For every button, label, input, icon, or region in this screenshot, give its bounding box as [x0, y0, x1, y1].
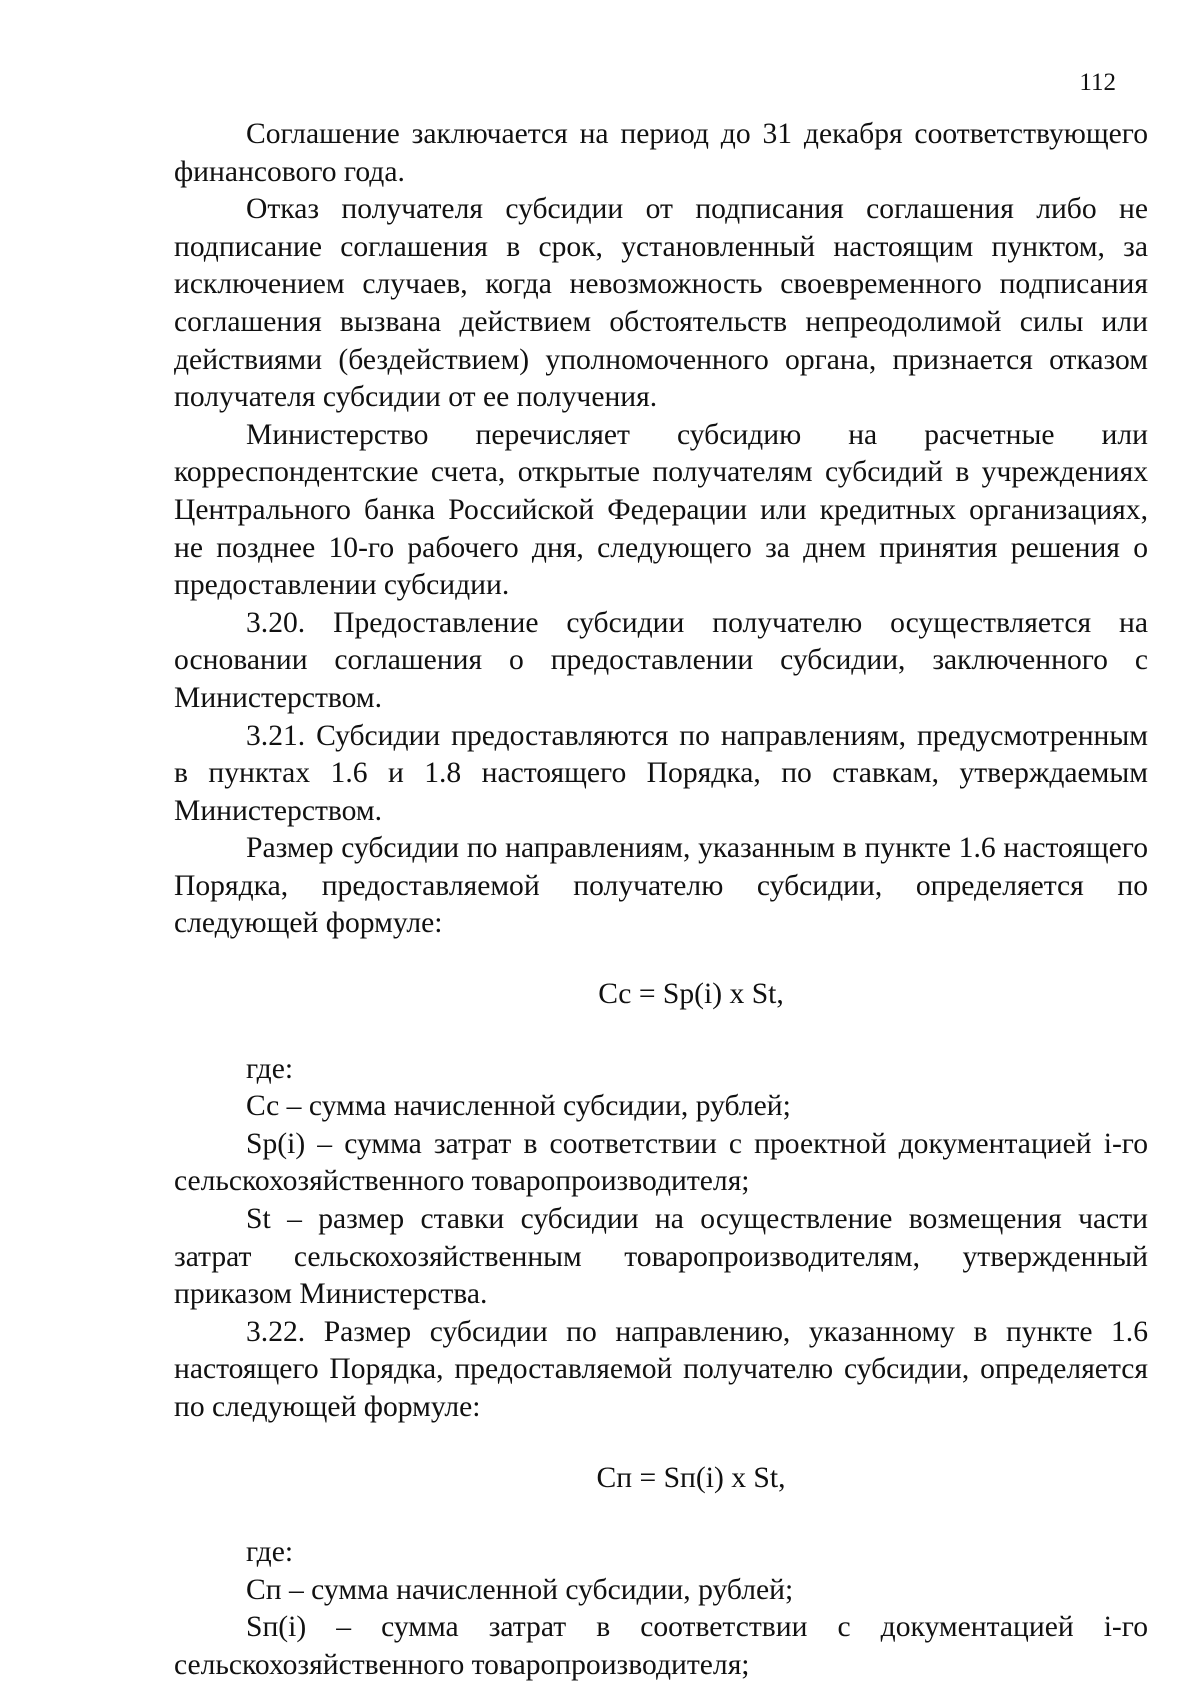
- paragraph-agreement-period: Соглашение заключается на период до 31 декабря соответствующего финансового года.: [174, 118, 1148, 188]
- paragraph-transfer: Министерство перечисляет субсидию на расчетные или корреспондентские счета, открытые получателям субсидий в учреждениях Центрального банка Российской Федерации или кредитных организациях, не позднее 10-го рабочего дня, следующего за днем принятия решения о предоставлении субсидии.: [174, 418, 1148, 602]
- definition-st: St – размер ставки субсидии на осуществление возмещения части затрат сельскохозяйственным товаропроизводителям, утвержденный приказом Министерства.: [174, 1203, 1148, 1311]
- where-label-1: где:: [246, 1052, 294, 1085]
- paragraph-refusal: Отказ получателя субсидии от подписания соглашения либо не подписание соглашения в срок, установленный настоящим пунктом, за исключением случаев, когда невозможность своевременного подписания соглашения вызвана действием обстоятельств непреодолимой силы или действиями (бездействием) уполномоченного органа, признается отказом получателя субсидии от ее получения.: [174, 193, 1148, 414]
- paragraph-subsidy-size-1-6: Размер субсидии по направлениям, указанным в пункте 1.6 настоящего Порядка, предоставляемой получателю субсидии, определяется по следующей формуле:: [174, 832, 1148, 940]
- definition-sn: Sп(i) – сумма затрат в соответствии с документацией i-го сельскохозяйственного товаропроизводителя;: [174, 1611, 1148, 1681]
- document-body: [174, 116, 1148, 1685]
- paragraph-3-20: 3.20. Предоставление субсидии получателю осуществляется на основании соглашения о предоставлении субсидии, заключенного с Министерством.: [174, 606, 1148, 714]
- formula-cp: Сп = Sп(i) х St,: [596, 1461, 786, 1494]
- where-label-2: где:: [246, 1536, 294, 1569]
- formula-cc: Сс = Sp(i) х St,: [598, 978, 784, 1011]
- definition-cp: Сп – сумма начисленной субсидии, рублей;: [246, 1573, 794, 1606]
- page-number: 112: [1079, 69, 1116, 96]
- paragraph-3-22: 3.22. Размер субсидии по направлению, указанному в пункте 1.6 настоящего Порядка, предоставляемой получателю субсидии, определяется по следующей формуле:: [174, 1315, 1148, 1423]
- paragraph-3-21: 3.21. Субсидии предоставляются по направлениям, предусмотренным в пунктах 1.6 и 1.8 настоящего Порядка, по ставкам, утверждаемым Министерством.: [174, 719, 1148, 827]
- definition-sp: Sp(i) – сумма затрат в соответствии с проектной документацией i-го сельскохозяйственного товаропроизводителя;: [174, 1127, 1148, 1198]
- definition-cc: Сс – сумма начисленной субсидии, рублей;: [246, 1090, 791, 1123]
